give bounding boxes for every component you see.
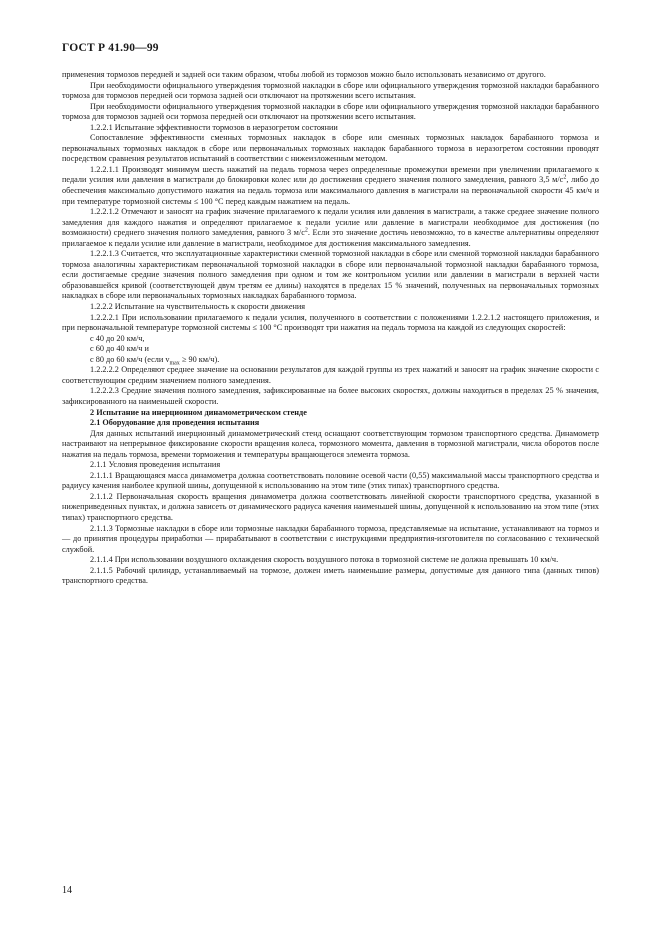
paragraph: 1.2.2.1.3 Считается, что эксплуатационные характеристики сменной тормозной накладки в сборе или сменной тормозной накладки барабанного тормоза аналогичны характеристикам первоначальной тормозной накладки в сборе или первоначальной тормозной накладки барабанного тормоза, если достигаемые средние значения полного замедления при одном и том же контрольном усилии или давлении в магистрали в верхней части образовавшейся кривой (соответствующей двум третям ее длины) находятся в пределах 15 % значений, полученных на первоначальных тормозных накладках в сборе или первоначальных тормозных накладках барабанного тормоза. (62, 249, 599, 301)
list-item: с 40 до 20 км/ч, (90, 333, 145, 343)
paragraph: 2.1.1.4 При использовании воздушного охлаждения скорость воздушного потока в тормозной системе не должна превышать 10 км/ч. (90, 555, 559, 565)
section-heading: 1.2.2.1 Испытание эффективности тормозов в неразогретом состоянии (90, 122, 338, 132)
list-item: с 80 до 60 км/ч (если $v_{max} \ge 90$ км/ч). (90, 354, 220, 367)
paragraph: При необходимости официального утверждения тормозной накладки в сборе или официального утверждения тормозной накладки барабанного тормоза для тормозов передней оси тормоза задней оси отключают на протяжении всего испытания. (62, 80, 599, 101)
paragraph: Для данных испытаний инерционный динамометрический стенд оснащают соответствующим тормозом транспортного средства. Динамометр настраивают на непрерывное фиксирование скорости вращения колеса, тормозного момента, давления в тормозной магистрали, числа оборотов после нажатия на педаль тормоза, времени торможения и температуры вращающегося элемента тормоза. (62, 428, 599, 459)
paragraph: 2.1.1.2 Первоначальная скорость вращения динамометра должна соответствовать линейной скорости транспортного средства, указанной в нижеприведенных пунктах, и должна зависеть от динамического радиуса качения наименьшей шины, допущенной к использованию на этом типе (этих типах) транспортного средства. (62, 491, 599, 522)
paragraph: 1.2.2.1.1 Производят минимум шесть нажатий на педаль тормоза через определенные промежутки времени при увеличении прилагаемого к педали усилия или давления в магистрали до блокировки колес или до достижения среднего значения полного замедления, равного 3,5 $м/с^2$, либо до обеспечения максимально допустимого нажатия на педаль тормоза или максимального давления в магистрали на первоначальной скорости 45 км/ч и при температуре тормозной системы ≤ 100 °С перед каждым нажатием на педаль. (62, 164, 599, 206)
paragraph: 2.1.1.3 Тормозные накладки в сборе или тормозные накладки барабанного тормоза, представляемые на испытание, устанавливают на тормоз и — до принятия процедуры приработки — прирабатывают в соответствии с инструкциями предприятия-изготовителя по согласованию с технической службой. (62, 523, 599, 554)
page-header-title: ГОСТ Р 41.90—99 (62, 42, 159, 54)
section-heading: 2.1.1 Условия проведения испытания (90, 460, 221, 470)
paragraph: 1.2.2.2.2 Определяют среднее значение на основании результатов для каждой группы из трех нажатий и заносят на график значение скорости с соответствующим средним значением полного замедления. (62, 365, 599, 385)
subsection-heading: 2.1 Оборудование для проведения испытания (90, 418, 260, 428)
section-heading: 2 Испытание на инерционном динамометрическом стенде (90, 407, 307, 417)
paragraph: 1.2.2.2.1 При использовании прилагаемого к педали усилия, полученного в соответствии с положениями 1.2.2.1.2 настоящего приложения, и при первоначальной температуре тормозной системы ≤ 100 °С производят три нажатия на педаль тормоза на каждой из следующих скоростей: (62, 312, 599, 333)
paragraph: При необходимости официального утверждения тормозной накладки в сборе или официального утверждения тормозной накладки барабанного тормоза для тормозов задней оси тормоза передней оси отключают на протяжении всего испытания. (62, 101, 599, 122)
paragraph: применения тормозов передней и задней оси таким образом, чтобы любой из тормозов можно было использовать независимо от другого. (62, 70, 546, 79)
paragraph: 2.1.1.5 Рабочий цилиндр, устанавливаемый на тормозе, должен иметь наименьшие размеры, допустимые для данного типа (данных типов) транспортного средства. (62, 565, 599, 586)
page-number: 14 (62, 885, 72, 896)
list-item: с 60 до 40 км/ч и (90, 344, 149, 354)
paragraph: 1.2.2.2.3 Средние значения полного замедления, зафиксированные на более высоких скоростях, должны находиться в пределах 25 % значения, зафиксированного на наименьшей скорости. (62, 386, 599, 406)
paragraph: 1.2.2.1.2 Отмечают и заносят на график значение прилагаемого к педали усилия или давления в магистрали, а также среднее значение полного замедления для каждого нажатия и определяют прилагаемое к педали усилие или давление в магистрали необходимое для достижения (по возможности) среднего значения полного замедления, равного 3 $м/с^2$. Если это значение достичь невозможно, то в качестве альтернативы определяют прилагаемое к педали усилие или давление в магистрали, необходимое для достижения максимального замедления. (62, 207, 599, 248)
paragraph: Сопоставление эффективности сменных тормозных накладок в сборе или сменных тормозных накладок барабанного тормоза и первоначальных тормозных накладок в сборе или первоначальных тормозных накладок барабанного тормоза в неразогретом состоянии проводят посредством сравнения результатов испытаний в соответствии с нижеизложенным методом. (62, 133, 599, 164)
paragraph: 2.1.1.1 Вращающаяся масса динамометра должна соответствовать половине осевой части (0,55) максимальной массы транспортного средства и радиусу качения наиболее крупной шины, допущенной к использованию на этом типе (этих типах) транспортного средства. (62, 470, 599, 491)
section-heading: 1.2.2.2 Испытание на чувствительность к скорости движения (90, 302, 306, 312)
page-body (62, 70, 599, 587)
